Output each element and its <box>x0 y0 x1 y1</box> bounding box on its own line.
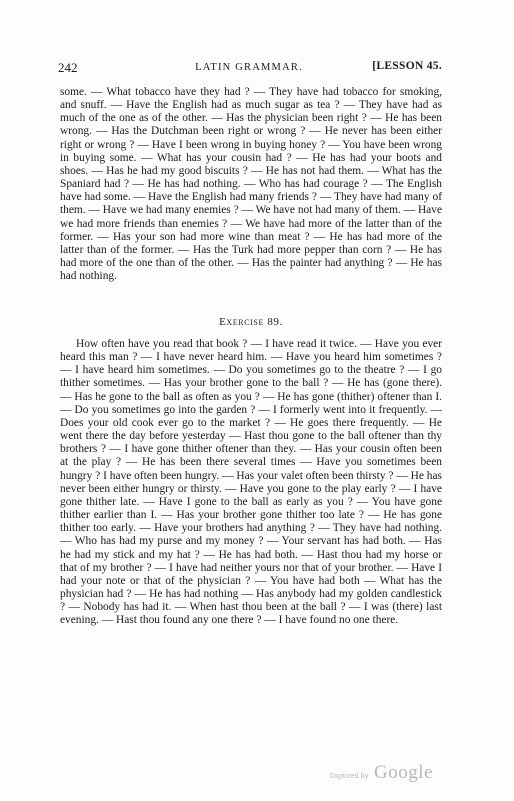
lesson-reference: [LESSON 45. <box>372 60 442 72</box>
paragraph-exercise-89: How often have you read that book ? — I have read it twice. — Have you ever heard this man ? — I have never heard him. — Have you heard him sometimes ? — I have heard him sometimes. — Do you sometimes go to the theatre ? — I go thither sometimes. — Has your brother gone to the ball ? — He has (gone there). — Has he gone to the ball as often as you ? — He has gone (thither) oftener than I. — Do you sometimes go into the garden ? — I formerly went into it frequently. — Does your old cook ever go to the market ? — He goes there frequently. — He went there the day before yesterday — Hast thou gone to the ball oftener than thy brothers ? — I have gone thither oftener than they. — Has your cousin often been at the play ? — He has been there several times — Have you sometimes been hungry ? I have often been hungry. — Has your valet often been thirsty ? — He has never been either hungry or thirsty. — Have you gone to the play early ? — I have gone thither late. — Have I gone to the ball as early as you ? — You have gone thither earlier than I. — Has your brother gone thither too late ? — He has gone thither too early. — Have your brothers had anything ? — They have had nothing. — Who has had my purse and my money ? — Your servant has had both. — Has he had my stick and my hat ? — He has had both. — Hast thou had my horse or that of my brother ? — I have had neither yours nor that of your brother. — Have I had your note or that of the physician ? — You have had both — What has the physician had ? — He has had nothing — Has anybody had my golden candlestick ? — Nobody has had it. — When hast thou been at the ball ? — I was (there) last evening. — Hast thou found any one there ? — I have found no one there. <box>60 338 442 627</box>
running-head <box>58 58 440 78</box>
page-number: 242 <box>58 60 78 75</box>
google-logo: Google <box>374 762 433 783</box>
paragraph-lesson-exercises: some. — What tobacco have they had ? — They have had tobacco for smoking, and snuff. — Have the English had as much sugar as tea ? — They have had as much of the one as of the other. — Has the physician been right ? — He has been wrong. — Has the Dutchman been right or wrong ? — He never has been either right or wrong ? — Have I been wrong in buying honey ? — You have been wrong in buying some. — What has your cousin had ? — He has had your boots and shoes. — Has he had my good biscuits ? — He has not had them. — What has the Spaniard had ? — He has had nothing. — Who has had courage ? — The English have had some. — Have the English had many friends ? — They have had many of them. — Have we had many enemies ? — We have not had many of them. — Have we had more friends than enemies ? — We have had more of the latter than of the former. — Has your son had more wine than meat ? — He has had more of the latter than of the former. — Has the Turk had more pepper than corn ? — He has had more of the one than of the other. — Has the painter had anything ? — He has had nothing. <box>60 86 442 283</box>
digitized-watermark <box>330 762 450 786</box>
exercise-heading: Exercise 89. <box>219 316 283 328</box>
running-title: LATIN GRAMMAR. <box>195 62 303 73</box>
watermark-prefix: Digitized by <box>330 773 369 780</box>
